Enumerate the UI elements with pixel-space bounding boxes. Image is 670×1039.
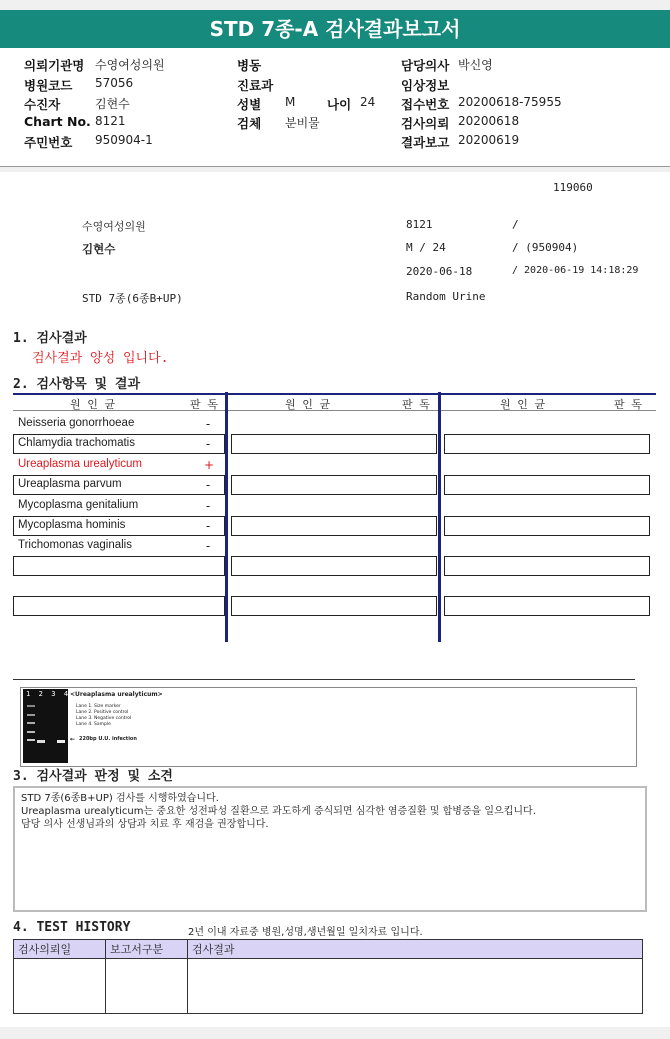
result-row-box <box>13 556 225 576</box>
code-value: 57056 <box>95 76 134 90</box>
age-label: 나이 <box>327 97 352 112</box>
organism-result: - <box>205 519 211 533</box>
column-divider <box>438 392 441 642</box>
sex-value: M <box>285 95 296 109</box>
gel-top-rule <box>13 679 635 680</box>
section3-title: 3. 검사결과 판정 및 소견 <box>13 769 173 784</box>
empty-row-box <box>231 434 437 454</box>
history-col-date: 검사의뢰일 <box>14 940 106 959</box>
report-title: STD 7종-A 검사결과보고서 <box>0 10 670 48</box>
doctor-value: 박신영 <box>458 58 493 72</box>
lane-numbers: 1 2 3 4 <box>26 690 69 698</box>
id-label: 주민번호 <box>24 135 73 150</box>
patient-header <box>0 48 670 167</box>
positive-result: 검사결과 양성 입니다. <box>32 351 169 366</box>
history-table <box>13 939 643 1014</box>
history-col-type: 보고서구분 <box>106 940 188 959</box>
gel-lanes <box>23 689 68 763</box>
gel-electrophoresis-image <box>20 687 637 767</box>
empty-row-box <box>231 556 437 576</box>
gel-legend: Lane 2. Positive control <box>76 710 129 715</box>
col-result-header: 판 독 <box>402 398 430 411</box>
col-result-header: 판 독 <box>614 398 642 411</box>
gel-legend: Lane 1. Size marker <box>76 704 121 709</box>
receipt-label: 접수번호 <box>401 97 450 112</box>
col-organism-header: 원 인 균 <box>285 398 331 411</box>
organism-name: Neisseria gonorrhoeae <box>18 417 135 429</box>
receipt-value: 20200618-75955 <box>458 95 562 109</box>
patient-value: 김현수 <box>95 97 130 111</box>
summary-test: STD 7종(6종B+UP) <box>82 292 183 305</box>
column-divider <box>225 392 228 642</box>
marker-band <box>27 722 35 724</box>
findings-line: 담당 의사 선생님과의 상담과 치료 후 재검을 권장합니다. <box>21 819 269 830</box>
col-result-header: 판 독 <box>190 398 218 411</box>
id-value: 950904-1 <box>95 133 153 147</box>
organism-result-positive: + <box>204 458 215 472</box>
report-label: 결과보고 <box>401 135 450 150</box>
table-top-rule <box>13 393 656 395</box>
chart-label: Chart No. <box>24 114 91 129</box>
empty-row-box <box>444 596 650 616</box>
history-cell <box>14 959 106 1014</box>
age-value: 24 <box>360 95 376 109</box>
organism-name-positive: Ureaplasma urealyticum <box>18 458 142 470</box>
marker-band <box>27 739 35 741</box>
empty-row-box <box>231 516 437 536</box>
positive-control-band <box>37 740 45 743</box>
organism-name: Trichomonas vaginalis <box>18 539 132 551</box>
gel-title: <Ureaplasma urealyticum> <box>70 691 163 698</box>
clinical-label: 임상정보 <box>401 78 450 93</box>
summary-specimen: Random Urine <box>406 290 486 303</box>
empty-row-box <box>444 475 650 495</box>
history-cell <box>106 959 188 1014</box>
band-annotation: 220bp U.U. infection <box>79 736 137 742</box>
empty-row-box <box>231 475 437 495</box>
doctor-label: 담당의사 <box>401 58 450 73</box>
summary-patient: 김현수 <box>82 242 116 256</box>
hospital-label: 의뢰기관명 <box>24 58 85 73</box>
organism-result: - <box>205 539 211 553</box>
request-label: 검사의뢰 <box>401 116 450 131</box>
ward-label: 병동 <box>237 58 262 73</box>
code-label: 병원코드 <box>24 78 73 93</box>
findings-box <box>13 786 647 912</box>
dept-label: 진료과 <box>237 78 274 93</box>
arrow-icon: ← <box>70 736 76 743</box>
organism-name: Mycoplasma hominis <box>18 519 126 531</box>
summary-date: 2020-06-18 <box>406 265 473 278</box>
organism-result: - <box>205 417 211 431</box>
section4-title: 4. TEST HISTORY <box>13 920 131 935</box>
summary-birth: / (950904) <box>512 241 579 254</box>
col-organism-header: 원 인 균 <box>70 398 116 411</box>
result-row-box <box>13 596 225 616</box>
gel-legend: Lane 4. Sample <box>76 722 111 727</box>
history-note: 2년 이내 자료중 병원,성명,생년월일 일치자료 입니다. <box>188 927 423 938</box>
sample-band <box>57 740 65 743</box>
hospital-value: 수영여성의원 <box>95 58 165 72</box>
empty-row-box <box>444 516 650 536</box>
section1-title: 1. 검사결과 <box>13 331 87 346</box>
history-col-result: 검사결과 <box>188 940 643 959</box>
summary-report-time: / 2020-06-19 14:18:29 <box>512 265 639 276</box>
gel-legend: Lane 3. Negative control <box>76 716 132 721</box>
organism-name: Chlamydia trachomatis <box>18 437 135 449</box>
patient-label: 수진자 <box>24 97 61 112</box>
summary-slash: / <box>512 218 519 231</box>
chart-value: 8121 <box>95 114 126 128</box>
summary-sex-age: M / 24 <box>406 241 446 254</box>
organism-result: - <box>205 437 211 451</box>
empty-row-box <box>231 596 437 616</box>
marker-band <box>27 705 35 707</box>
col-organism-header: 원 인 균 <box>500 398 546 411</box>
specimen-label: 검체 <box>237 116 262 131</box>
empty-row-box <box>444 434 650 454</box>
organism-name: Ureaplasma parvum <box>18 478 122 490</box>
organism-name: Mycoplasma genitalium <box>18 499 139 511</box>
empty-row-box <box>444 556 650 576</box>
history-cell <box>188 959 643 1014</box>
summary-hospital: 수영여성의원 <box>82 220 146 233</box>
organism-result: - <box>205 499 211 513</box>
request-value: 20200618 <box>458 114 520 128</box>
summary-chart: 8121 <box>406 218 433 231</box>
organism-result: - <box>205 478 211 492</box>
specimen-value: 분비물 <box>285 116 320 130</box>
report-code: 119060 <box>553 181 593 194</box>
findings-line: Ureaplasma urealyticum는 중요한 성전파성 질환으로 과도하게 증식되면 심각한 염증질환 및 합병증을 일으킵니다. <box>21 806 536 817</box>
marker-band <box>27 714 35 716</box>
findings-line: STD 7종(6종B+UP) 검사를 시행하였습니다. <box>21 793 219 804</box>
section2-title: 2. 검사항목 및 결과 <box>13 377 141 392</box>
report-value: 20200619 <box>458 133 520 147</box>
marker-band <box>27 731 35 733</box>
sex-label: 성별 <box>237 97 262 112</box>
